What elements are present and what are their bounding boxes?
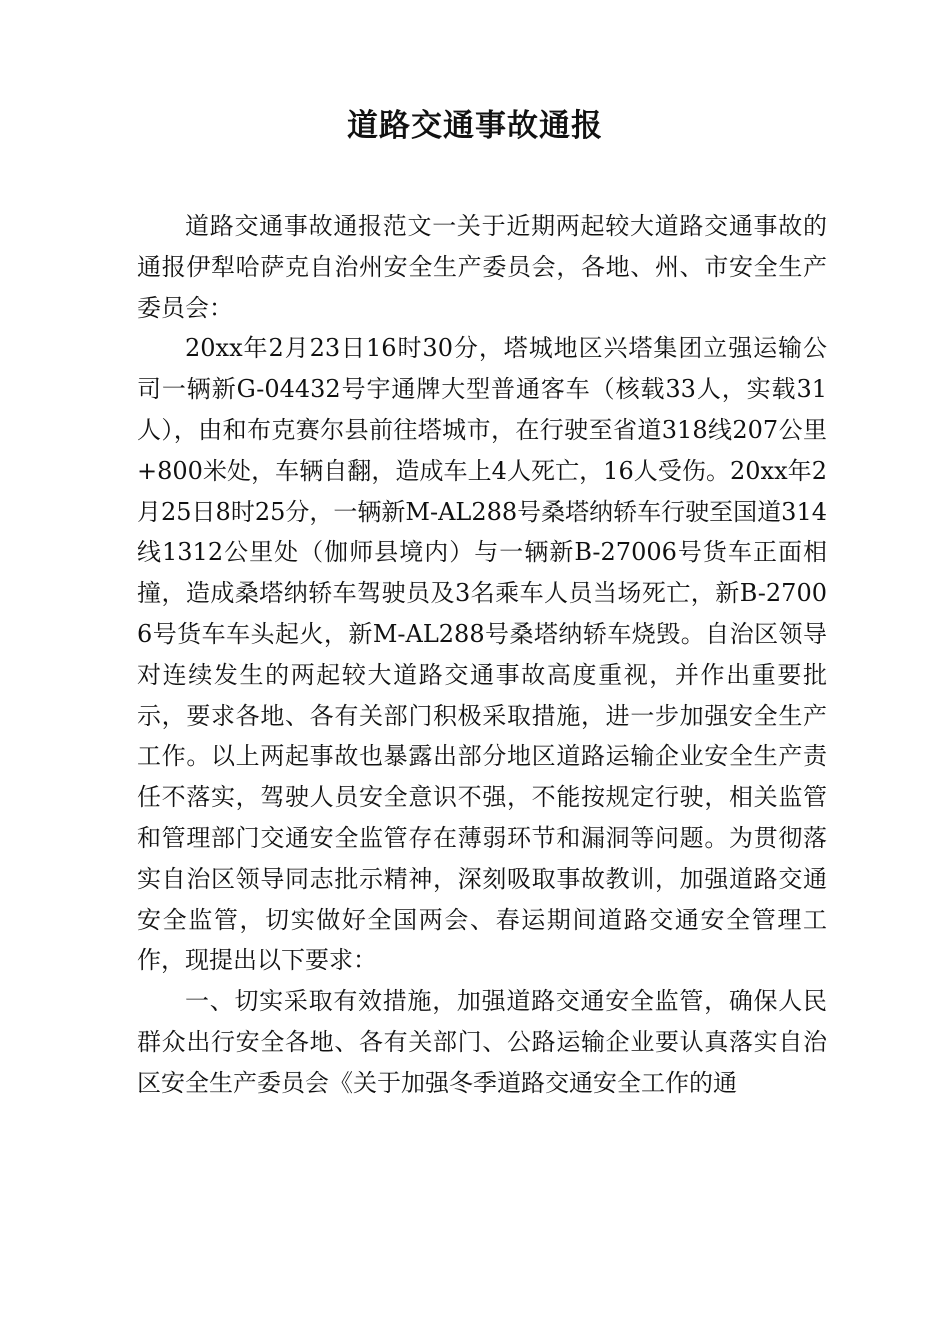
paragraph-requirement-1: 一、切实采取有效措施，加强道路交通安全监管，确保人民群众出行安全各地、各有关部门、公路运输企业要认真落实自治区安全生产委员会《关于加强冬季道路交通安全工作的通 [137, 987, 827, 1097]
paragraph-intro: 道路交通事故通报范文一关于近期两起较大道路交通事故的通报伊犁哈萨克自治州安全生产委员会，各地、州、市安全生产委员会： [137, 212, 827, 322]
paragraph-accidents: 20xx年2月23日16时30分，塔城地区兴塔集团立强运输公司一辆新G-04432号宇通牌大型普通客车（核载33人，实载31人），由和布克赛尔县前往塔城市，在行驶至省道318线207公里+800米处，车辆自翻，造成车上4人死亡，16人受伤。20xx年2月25日8时25分，一辆新M-AL288号桑塔纳轿车行驶至国道314线1312公里处（伽师县境内）与一辆新B-27006号货车正面相撞，造成桑塔纳轿车驾驶员及3名乘车人员当场死亡，新B-27006号货车车头起火，新M-AL288号桑塔纳轿车烧毁。自治区领导对连续发生的两起较大道路交通事故高度重视，并作出重要批示，要求各地、各有关部门积极采取措施，进一步加强安全生产工作。以上两起事故也暴露出部分地区道路运输企业安全生产责任不落实，驾驶人员安全意识不强，不能按规定行驶，相关监管和管理部门交通安全监管存在薄弱环节和漏洞等问题。为贯彻落实自治区领导同志批示精神，深刻吸取事故教训，加强道路交通安全监管，切实做好全国两会、春运期间道路交通安全管理工作，现提出以下要求： [137, 334, 827, 975]
document-title: 道路交通事故通报 [347, 108, 603, 144]
document-body [137, 206, 827, 1104]
